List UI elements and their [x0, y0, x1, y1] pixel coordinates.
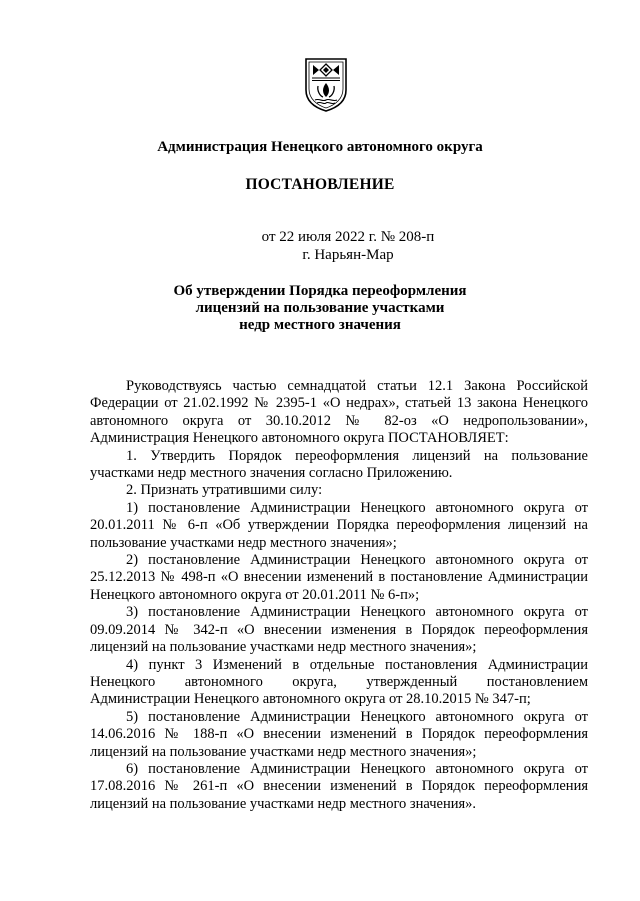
- title-line: недр местного значения: [239, 317, 401, 333]
- subclause-6: 6) постановление Администрации Ненецкого автономного округа от 17.08.2016 № 261-п «О внесении изменений в Порядок переоформления лицензий на пользование участками недр местного значения».: [90, 760, 588, 812]
- subclause-2: 2) постановление Администрации Ненецкого автономного округа от 25.12.2013 № 498-п «О внесении изменений в постановление Администрации Ненецкого автономного округа от 20.01.2011 № 6-п»;: [90, 552, 588, 603]
- title-line: лицензий на пользование участками: [195, 300, 445, 316]
- document-type: ПОСТАНОВЛЕНИЕ: [245, 176, 395, 193]
- title-line: Об утверждении Порядка переоформления: [173, 283, 467, 299]
- subclause-5: 5) постановление Администрации Ненецкого автономного округа от 14.06.2016 № 188-п «О внесении изменений в Порядок переоформления лицензий на пользование участками недр местного значения»;: [90, 708, 588, 760]
- document-title: [0, 283, 640, 334]
- preamble-paragraph: Руководствуясь частью семнадцатой статьи 12.1 Закона Российской Федерации от 21.02.1992 № 2395-1 «О недрах», статьей 13 закона Ненецкого автономного округа от 30.10.2012 № 82-оз «О недропользовании», Администрация Ненецкого автономного округа ПОСТАНОВЛЯЕТ:: [90, 378, 588, 447]
- coat-of-arms-icon: [303, 56, 349, 112]
- subclause-3: 3) постановление Администрации Ненецкого автономного округа от 09.09.2014 № 342-п «О внесении изменения в Порядок переоформления лицензий на пользование участками недр местного значения»;: [90, 604, 588, 656]
- document-city: г. Нарьян-Мар: [302, 247, 394, 263]
- organization-name: Администрация Ненецкого автономного округа: [157, 139, 483, 155]
- document-date-number: от 22 июля 2022 г. № 208-п: [261, 229, 435, 245]
- clause-2: 2. Признать утратившими силу:: [126, 482, 323, 499]
- clause-1: 1. Утвердить Порядок переоформления лицензий на пользование участками недр местного значения согласно Приложению.: [90, 447, 588, 482]
- subclause-1: 1) постановление Администрации Ненецкого автономного округа от 20.01.2011 № 6-п «Об утверждении Порядка переоформления лицензий на пользование участками недр местного значения»;: [90, 499, 588, 551]
- document-body: [90, 378, 588, 813]
- subclause-4: 4) пункт 3 Изменений в отдельные постановления Администрации Ненецкого автономного округа, утвержденный постановлением Администрации Ненецкого автономного округа от 28.10.2015 № 347-п;: [90, 656, 588, 708]
